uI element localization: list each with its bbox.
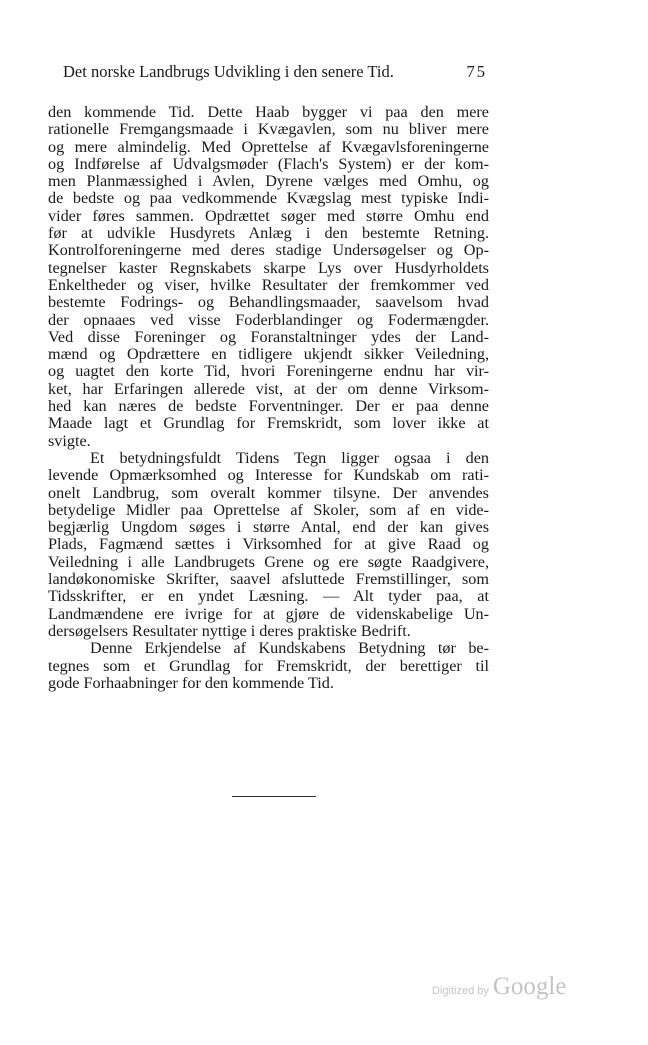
- text-line: Tidsskrifter, er en yndet Læsning. — Alt tyder paa, at: [48, 587, 489, 606]
- text-line: der opnaaes ved visse Foderblandinger og Fodermængder.: [48, 310, 489, 329]
- text-line: vider føres sammen. Opdrættet søger med større Omhu end: [48, 206, 489, 225]
- text-line: ket, har Erfaringen allerede vist, at der om denne Virksom-: [48, 379, 489, 398]
- text-line: Maade lagt et Grundlag for Fremskridt, som lover ikke at: [48, 414, 489, 433]
- watermark-prefix: Digitized by: [432, 985, 489, 997]
- text-line: betydelige Midler paa Oprettelse af Skoler, som af en vide-: [48, 500, 489, 519]
- page-number: 75: [466, 62, 487, 81]
- text-line: Ved disse Foreninger og Foranstaltninger ydes der Land-: [48, 327, 489, 346]
- text-line: rationelle Fremgangsmaade i Kvægavlen, som nu bliver mere: [48, 120, 489, 139]
- digitized-watermark: [432, 973, 566, 1001]
- text-line: dersøgelsers Resultater nyttige i deres praktiske Bedrift.: [48, 621, 411, 640]
- text-line: og uagtet den korte Tid, hvori Foreningerne endnu har vir-: [48, 362, 489, 381]
- text-line: tegnelser kaster Regnskabets skarpe Lys over Husdyrholdets: [48, 258, 489, 277]
- text-line: hed kan næres de bedste Forventninger. Der er paa denne: [48, 397, 489, 416]
- text-line: mænd og Opdrættere en tidligere ukjendt sikker Veiledning,: [48, 345, 489, 364]
- running-header: [63, 62, 487, 82]
- text-line: gode Forhaabninger for den kommende Tid.: [48, 673, 334, 692]
- text-line: og Indførelse af Udvalgsmøder (Flach's System) er der kom-: [48, 154, 489, 173]
- text-line: tegnes som et Grundlag for Fremskridt, der berettiger til: [48, 656, 489, 675]
- text-line: men Planmæssighed i Avlen, Dyrene vælges med Omhu, og: [48, 172, 489, 191]
- text-line: før at udvikle Husdyrets Anlæg i den bestemte Retning.: [48, 224, 489, 243]
- text-line: begjærlig Ungdom søges i større Antal, end der kan gives: [48, 518, 489, 537]
- text-line: og mere almindelig. Med Oprettelse af Kvægavlsforeningerne: [48, 137, 489, 156]
- text-line: Landmændene ere ivrige for at gjøre de videnskabelige Un-: [48, 604, 489, 623]
- text-line: landøkonomiske Skrifter, saavel afsluttede Fremstillinger, som: [48, 570, 489, 589]
- text-line: den kommende Tid. Dette Haab bygger vi paa den mere: [48, 103, 489, 121]
- text-line: svigte.: [48, 431, 91, 450]
- running-title: Det norske Landbrugs Udvikling i den senere Tid.: [63, 62, 394, 81]
- text-line: Denne Erkjendelse af Kundskabens Betydning tør be-: [90, 639, 489, 658]
- text-line: Veiledning i alle Landbrugets Grene og ere søgte Raadgivere,: [48, 552, 489, 571]
- section-divider: [232, 796, 316, 797]
- text-line: Et betydningsfuldt Tidens Tegn ligger ogsaa i den: [90, 448, 489, 467]
- text-line: bestemte Fodrings- og Behandlingsmaader, saavelsom hvad: [48, 293, 489, 312]
- text-line: de bedste og paa vedkommende Kvægslag mest typiske Indi-: [48, 189, 489, 208]
- body-text: [48, 104, 489, 692]
- google-logo: Google: [492, 973, 567, 1000]
- text-line: onelt Landbrug, som overalt kommer tilsyne. Der anvendes: [48, 483, 489, 502]
- text-line: levende Opmærksomhed og Interesse for Kundskab om rati-: [48, 466, 489, 485]
- text-line: Kontrolforeningerne med deres stadige Undersøgelser og Op-: [48, 241, 489, 260]
- text-line: Enkeltheder og viser, hvilke Resultater der fremkommer ved: [48, 275, 489, 294]
- text-line: Plads, Fagmænd sættes i Virksomhed for at give Raad og: [48, 535, 489, 554]
